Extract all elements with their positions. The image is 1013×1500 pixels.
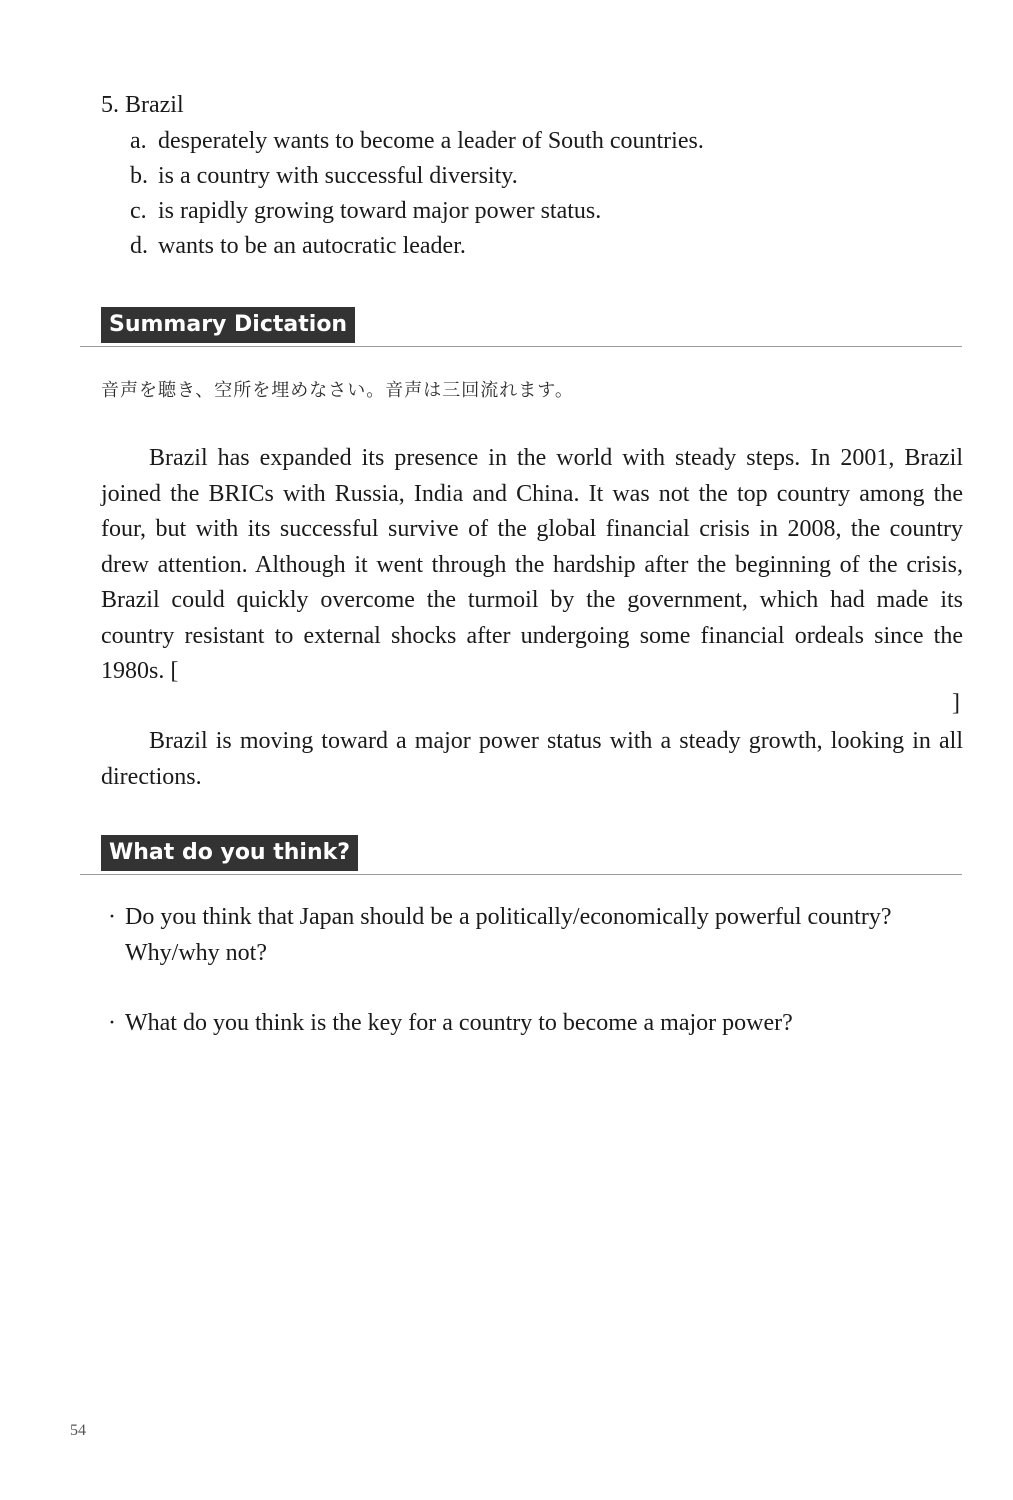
blank-bracket-close: ] xyxy=(952,690,960,716)
option-text: wants to be an autocratic leader. xyxy=(158,233,466,259)
option-c xyxy=(130,198,601,225)
discussion-question-text: What do you think is the key for a country to become a major power? xyxy=(125,1010,793,1036)
option-text: is a country with successful diversity. xyxy=(158,163,518,189)
summary-paragraph-1 xyxy=(101,441,963,690)
question-title: 5. Brazil xyxy=(101,92,184,118)
option-letter: d. xyxy=(130,233,148,259)
option-letter: a. xyxy=(130,128,147,154)
option-a xyxy=(130,128,704,155)
dictation-instruction: 音声を聴き、空所を埋めなさい。音声は三回流れます。 xyxy=(101,380,574,401)
summary-paragraph-2 xyxy=(101,724,963,795)
option-d xyxy=(130,233,466,260)
section-divider xyxy=(80,874,962,875)
discussion-question-1 xyxy=(108,899,968,971)
bullet-dot: · xyxy=(108,1010,116,1036)
summary-dictation-heading: Summary Dictation xyxy=(101,307,355,343)
option-letter: b. xyxy=(130,163,148,189)
option-b xyxy=(130,163,518,190)
summary-paragraph-1-text: Brazil has expanded its presence in the world with steady steps. In 2001, Brazil joined the BRICs with Russia, India and China. It was not the top country among the four, but with its successful survive of the global financial crisis in 2008, the country drew attention. Although it went through the hardship after the beginning of the crisis, Brazil could quickly overcome the turmoil by the government, which had made its country resistant to external shocks after undergoing some financial ordeals since the 1980s. [ xyxy=(101,445,963,684)
page-number: 54 xyxy=(70,1422,86,1439)
bullet-dot: · xyxy=(108,904,116,930)
section-divider xyxy=(80,346,962,347)
discussion-question-text: Do you think that Japan should be a politically/economically powerful country? Why/why not? xyxy=(125,904,892,966)
option-text: desperately wants to become a leader of South countries. xyxy=(158,128,704,154)
option-letter: c. xyxy=(130,198,147,224)
discussion-question-2 xyxy=(108,1005,968,1041)
option-text: is rapidly growing toward major power status. xyxy=(158,198,602,224)
what-do-you-think-heading: What do you think? xyxy=(101,835,358,871)
summary-paragraph-2-text: Brazil is moving toward a major power status with a steady growth, looking in all directions. xyxy=(101,728,963,790)
